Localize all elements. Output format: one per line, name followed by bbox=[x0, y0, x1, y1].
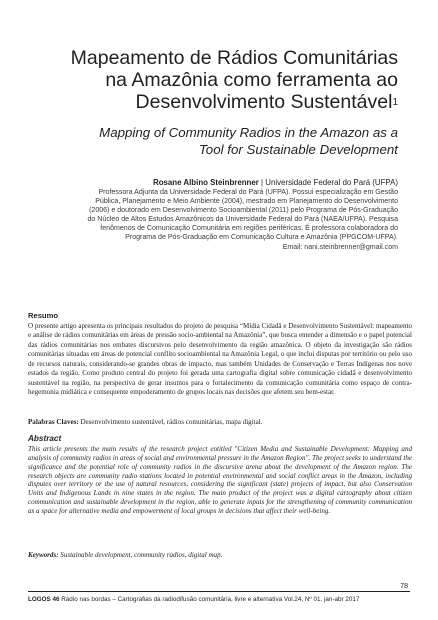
journal-name: LOGOS 46 bbox=[28, 596, 60, 603]
bio-line: Programa de Pós-Graduação em Comunicação Cultura e Amazônia (PPGCOM-UFPA). bbox=[125, 234, 398, 242]
author-name: Rosane Albino Steinbrenner bbox=[153, 178, 259, 187]
bio-line: Pública, Planejamento e Meio Ambiente (2004), mestrado em Planejamento do Desenvolvimento bbox=[95, 198, 398, 206]
author-heading bbox=[58, 178, 398, 188]
abstract-text: This article presents the main results of the research project entitled "Citizen Media and Sustainable Development: Mapping and analysis of community radios in areas of social and environmental pressure in the Amazon Region". The project seeks to understand the significance and the potential role of community radios in the discursive arena about the development of the Amazon region. The research objects are community radio stations located in potential environmental and social conflict areas in the Amazon, including disputes over territory or the use of natural resources, considering the significant (state) projects of impact, but also Conservation Units and Indigenous Lands in nine states in the region. The main product of the project was a digital cartography about citizen communication and sustainable development in the region, able to generate inputs for the strengthening of community communication as a space for alternative media and empowerment of local groups in decisions that affect their well-being. bbox=[28, 445, 412, 515]
bio-line: do Núcleo de Altos Estudos Amazônicos da Universidade Federal do Pará (NAEA/UFPA). Pesquisa bbox=[87, 216, 398, 224]
title-line: na Amazônia como ferramenta ao bbox=[105, 69, 398, 91]
author-affiliation: Universidade Federal do Pará (UFPA) bbox=[265, 178, 398, 187]
footnote-mark[interactable]: 1 bbox=[392, 97, 398, 108]
page-footer bbox=[28, 596, 418, 603]
title-en-line: Tool for Sustainable Development bbox=[198, 142, 398, 157]
keywords-label: Palabras Claves: bbox=[28, 418, 79, 426]
footer-divider bbox=[28, 591, 410, 592]
keywords-text-en: Sustainable development, community radios, digital map. bbox=[58, 551, 223, 559]
author-bio bbox=[53, 188, 398, 252]
article-title-pt bbox=[28, 47, 398, 113]
bio-line: Professora Adjunta da Universidade Federal do Pará (UFPA). Possui especialização em Gestão bbox=[98, 189, 398, 196]
page-number: 78 bbox=[400, 583, 408, 590]
title-line: Mapeamento de Rádios Comunitárias bbox=[70, 47, 398, 69]
bio-line: (2006) e doutorado em Desenvolvimento Socioambiental (2011) pelo Programa de Pós-Graduação bbox=[89, 207, 398, 215]
keywords-label-en: Keywords: bbox=[28, 551, 59, 559]
article-title-en bbox=[38, 124, 398, 158]
resumo-text: O presente artigo apresenta os principais resultados do projeto de pesquisa “Mídia Cidadã e Desenvolvimento Sustentável: mapeamento e análise de rádios comunitárias em áreas de pressão socio-ambiental na Amazônia”, que busca entender a dimensão e o papel potencial das rádios comunitárias nos embates discursivos pelo desenvolvimento da região amazônica. O objeto da investigação são rádios comunitárias situadas em áreas de potencial conflito socioambiental na Amazônia Legal, o que inclui disputas por território ou pelo uso de recursos naturais, considerando-se grandes obras de impacto, mas também Unidades de Conservação e Terras Indígenas nos nove estados da região. Como produto central do projeto foi gerada uma cartografia digital sobre comunicação cidadã e desenvolvimento sustentável na região, na perspectiva de gerar insumos para o fortalecimento da comunicação comunitária como espaço de contra-hegemonia midiática e consequente empoderamento de grupos locais nas decisões que afetem seu bem-estar. bbox=[28, 322, 412, 397]
abstract-keywords bbox=[28, 551, 412, 560]
footer-text: Rádio nas bordas – Cartografias da radiodifusão comunitária, livre e alternativa Vol.24, Nº 01, jan-abr 2017 bbox=[59, 596, 360, 603]
abstract-heading: Abstract bbox=[28, 434, 62, 443]
title-en-line: Mapping of Community Radios in the Amazon as a bbox=[99, 125, 398, 140]
bio-line: fenômenos de Comunicação Comunitária em regiões periféricas. É professora colaboradora do bbox=[100, 225, 398, 233]
author-email[interactable]: Email: nani.steinbrenner@gmail.com bbox=[282, 243, 398, 251]
title-line bbox=[28, 91, 398, 113]
resumo-heading: Resumo bbox=[28, 311, 58, 320]
resumo-keywords bbox=[28, 418, 412, 427]
author-separator: | bbox=[258, 178, 266, 187]
title-line-text: Desenvolvimento Sustentável bbox=[135, 91, 393, 113]
keywords-text: Desenvolvimento sustentável, rádios comunitárias, mapa digital. bbox=[78, 418, 263, 426]
